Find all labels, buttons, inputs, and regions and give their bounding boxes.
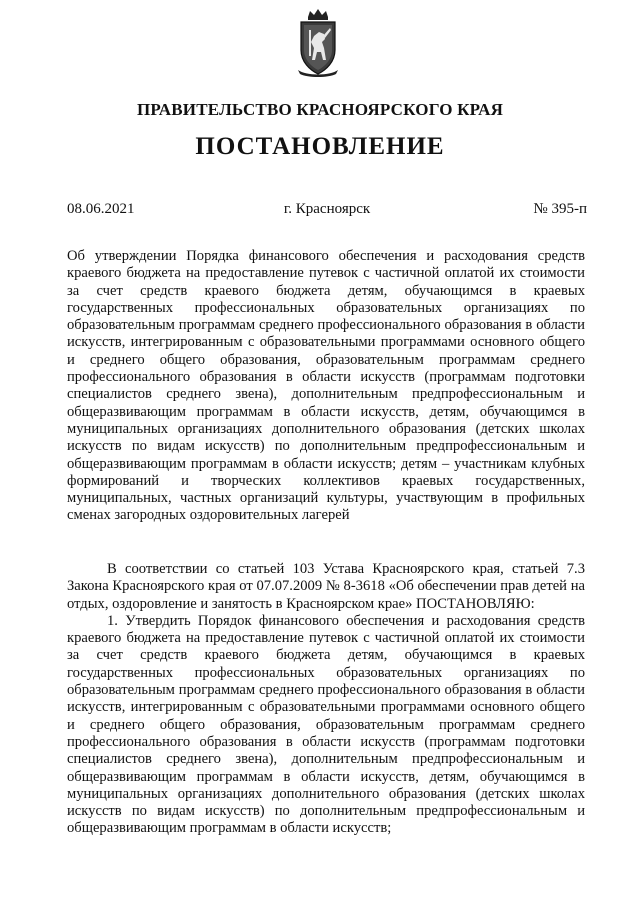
government-name: ПРАВИТЕЛЬСТВО КРАСНОЯРСКОГО КРАЯ — [136, 100, 504, 119]
document-type-heading: ПОСТАНОВЛЕНИЕ — [195, 133, 445, 160]
preamble-paragraph: В соответствии со статьей 103 Устава Красноярского края, статьей 7.3 Закона Красноярского края от 07.07.2009 № 8-3618 «Об обеспечении прав детей на отдых, оздоровление и занятость в Красноярском крае» ПОСТАНОВЛЯЮ: — [67, 561, 585, 612]
item-1-paragraph: 1. Утвердить Порядок финансового обеспечения и расходования средств краевого бюджета на предоставление путевок с частичной оплатой их стоимости за счет средств краевого бюджета детям, обучающимся в краевых государственных профессиональных образовательных организациях по образовательным программам среднего профессионального образования в области искусств, интегрированным с образовательными программами основного общего и среднего общего образования, образовательным программам среднего профессионального образования в области искусств (программам подготовки специалистов среднего звена), дополнительным предпрофессиональным и общеразвивающим программам в области искусств, детям, обучающимся в муниципальных организациях дополнительного образования (детских школах искусств по видам искусств) по дополнительным предпрофессиональным и общеразвивающим программам в области искусств; — [67, 612, 585, 837]
document-meta-line — [67, 201, 587, 221]
document-city: г. Красноярск — [283, 201, 371, 217]
document-number: № 395-п — [533, 201, 587, 217]
document-date: 08.06.2021 — [67, 201, 135, 217]
coat-of-arms-emblem — [292, 8, 344, 78]
document-body — [67, 561, 585, 838]
document-title: Об утверждении Порядка финансового обеспечения и расходования средств краевого бюджета на предоставление путевок с частичной оплатой их стоимости за счет средств краевого бюджета детям, обучающимся в краевых государственных профессиональных образовательных организациях по образовательным программам среднего профессионального образования в области искусств, интегрированным с образовательными программами основного общего и среднего общего образования, образовательным программам среднего профессионального образования в области искусств (программам подготовки специалистов среднего звена), дополнительным предпрофессиональным и общеразвивающим программам в области искусств, детям, обучающимся в муниципальных организациях дополнительного образования (детских школах искусств по видам искусств) по дополнительным предпрофессиональным и общеразвивающим программам в области искусств; детям – участникам клубных формирований и творческих коллективов краевых государственных, муниципальных, частных организаций культуры, участвующим в профильных сменах загородных оздоровительных лагерей — [67, 248, 585, 524]
